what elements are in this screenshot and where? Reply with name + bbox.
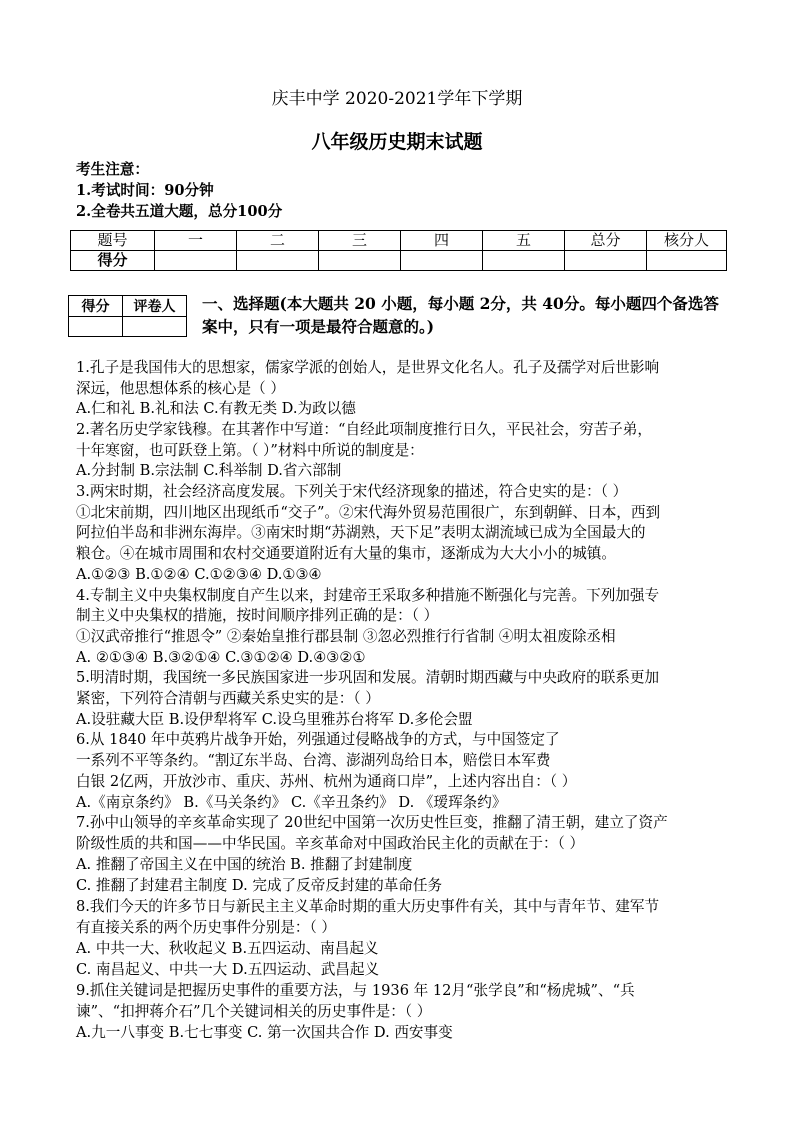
question-option-line: A.分封制 B.宗法制 C.科举制 D.省六部制 — [76, 462, 342, 479]
notice-total: 2.全卷共五道大题，总分100分 — [76, 203, 283, 220]
score-table-header-row — [71, 231, 727, 251]
score-table-score-row — [71, 251, 727, 271]
question-line: 阿拉伯半岛和非洲东海岸。③南宋时期“苏湖熟，天下足”表明太湖流域已成为全国最大的 — [76, 524, 646, 541]
score-header-cell: 二 — [237, 231, 319, 251]
question-line: 1.孔子是我国伟大的思想家，儒家学派的创始人，是世界文化名人。孔子及孺学对后世影响 — [76, 359, 660, 376]
question-line: ①汉武帝推行“推恩令” ②秦始皇推行郡县制 ③忽必烈推行行省制 ④明太祖废除丞相 — [76, 628, 616, 645]
question-option-line: A.①②③ B.①②④ C.①②③④ D.①③④ — [76, 566, 322, 583]
question-line: 8.我们今天的许多节日与新民主主义革命时期的重大历史事件有关，其中与青年节、建军节 — [76, 898, 660, 915]
question-option-line: C. 推翻了封建君主制度 D. 完成了反帝反封建的革命任务 — [76, 877, 443, 894]
score-cell — [401, 251, 483, 271]
score-header-cell: 一 — [155, 231, 237, 251]
score-cell — [237, 251, 319, 271]
grader-table — [68, 295, 187, 337]
question-line: 7.孙中山领导的辛亥革命实现了 20世纪中国第一次历史性巨变，推翻了清王朝，建立了资产 — [76, 814, 668, 831]
question-line: 紧密，下列符合清朝与西藏关系史实的是：（ ） — [76, 690, 380, 707]
grader-score-cell — [69, 317, 123, 337]
notice-time: 1.考试时间：90分钟 — [76, 182, 214, 199]
grader-name-cell — [123, 317, 187, 337]
question-line: 深远，他思想体系的核心是（ ） — [76, 380, 285, 397]
question-option-line: A. ②①③④ B.③②①④ C.③①②④ D.④③②① — [76, 649, 366, 666]
question-line: 制主义中央集权的措施，按时间顺序排列正确的是：（ ） — [76, 607, 439, 624]
section-one-heading: 一、选择题(本大题共 20 小题，每小题 2分，共 40分。每小题四个备选答 — [202, 294, 719, 313]
question-line: 阶级性质的共和国——中华民国。辛亥革命对中国政治民主化的贡献在于：（ ） — [76, 835, 585, 852]
question-option-line: A.九一八事变 B.七七事变 C. 第一次国共合作 D. 西安事变 — [76, 1024, 453, 1041]
score-cell — [647, 251, 727, 271]
score-header-cell: 题号 — [71, 231, 155, 251]
question-line: 一系列不平等条约。“割辽东半岛、台湾、澎湖列岛给日本，赔偿日本军费 — [76, 752, 551, 769]
question-option-line: C. 南昌起义、中共一大 D.五四运动、武昌起义 — [76, 961, 380, 978]
question-line: 5.明清时期，我国统一多民族国家进一步巩固和发展。清朝时期西藏与中央政府的联系更加 — [76, 669, 660, 686]
score-header-cell: 三 — [319, 231, 401, 251]
question-line: 9.抓住关键词是把握历史事件的重要方法，与 1936 年 12月“张学良”和“杨虎城”、“兵 — [76, 982, 635, 999]
question-line: 十年寒窗，也可跃登上第。（ ）”材料中所说的制度是： — [76, 442, 424, 459]
school-term-title: 庆丰中学 2020-2021学年下学期 — [271, 89, 523, 109]
question-line: 2.著名历史学家钱穆。在其著作中写道：“自经此项制度推行日久，平民社会，穷苦子弟， — [76, 421, 652, 438]
score-table — [70, 230, 727, 271]
score-row-label: 得分 — [71, 251, 155, 271]
question-line: 3.两宋时期，社会经济高度发展。下列关于宋代经济现象的描述，符合史实的是：（ ） — [76, 483, 628, 500]
grader-name-label: 评卷人 — [123, 296, 187, 317]
question-option-line: A.设驻藏大臣 B.设伊犁将军 C.设乌里雅苏台将军 D.多伦会盟 — [76, 711, 473, 728]
question-option-line: A.《南京条约》 B.《马关条约》 C.《辛丑条约》 D. 《瑷珲条约》 — [76, 794, 507, 811]
question-line: 谏”、“扣押蒋介石”几个关键词相关的历史事件是：（ ） — [76, 1003, 432, 1020]
score-header-cell: 五 — [483, 231, 565, 251]
score-cell — [483, 251, 565, 271]
section-one-heading-cont: 案中，只有一项是最符合题意的。) — [202, 317, 435, 336]
question-option-line: A. 推翻了帝国主义在中国的统治 B. 推翻了封建制度 — [76, 856, 413, 873]
question-line: 粮仓。④在城市周围和农村交通要道附近有大量的集市，逐渐成为大大小小的城镇。 — [76, 545, 616, 562]
score-header-cell: 四 — [401, 231, 483, 251]
score-header-cell: 总分 — [565, 231, 647, 251]
grader-score-label: 得分 — [69, 296, 123, 317]
score-cell — [565, 251, 647, 271]
notice-heading: 考生注意： — [76, 161, 149, 178]
question-line: 6.从 1840 年中英鸦片战争开始，列强通过侵略战争的方式，与中国签定了 — [76, 731, 560, 748]
exam-title: 八年级历史期末试题 — [311, 131, 483, 153]
score-header-cell: 核分人 — [647, 231, 727, 251]
score-cell — [155, 251, 237, 271]
question-line: ①北宋前期，四川地区出现纸币“交子”。②宋代海外贸易范围很广，东到朝鲜、日本，西到 — [76, 504, 661, 521]
question-line: 4.专制主义中央集权制度自产生以来，封建帝王采取多种措施不断强化与完善。下列加强专 — [76, 587, 660, 604]
question-line: 白银 2亿两，开放沙市、重庆、苏州、杭州为通商口岸”，上述内容出自：（ ） — [76, 773, 577, 790]
question-option-line: A. 中共一大、秋收起义 B.五四运动、南昌起义 — [76, 940, 379, 957]
question-line: 有直接关系的两个历史事件分别是：（ ） — [76, 919, 337, 936]
score-cell — [319, 251, 401, 271]
question-option-line: A.仁和礼 B.礼和法 C.有教无类 D.为政以德 — [76, 400, 356, 417]
